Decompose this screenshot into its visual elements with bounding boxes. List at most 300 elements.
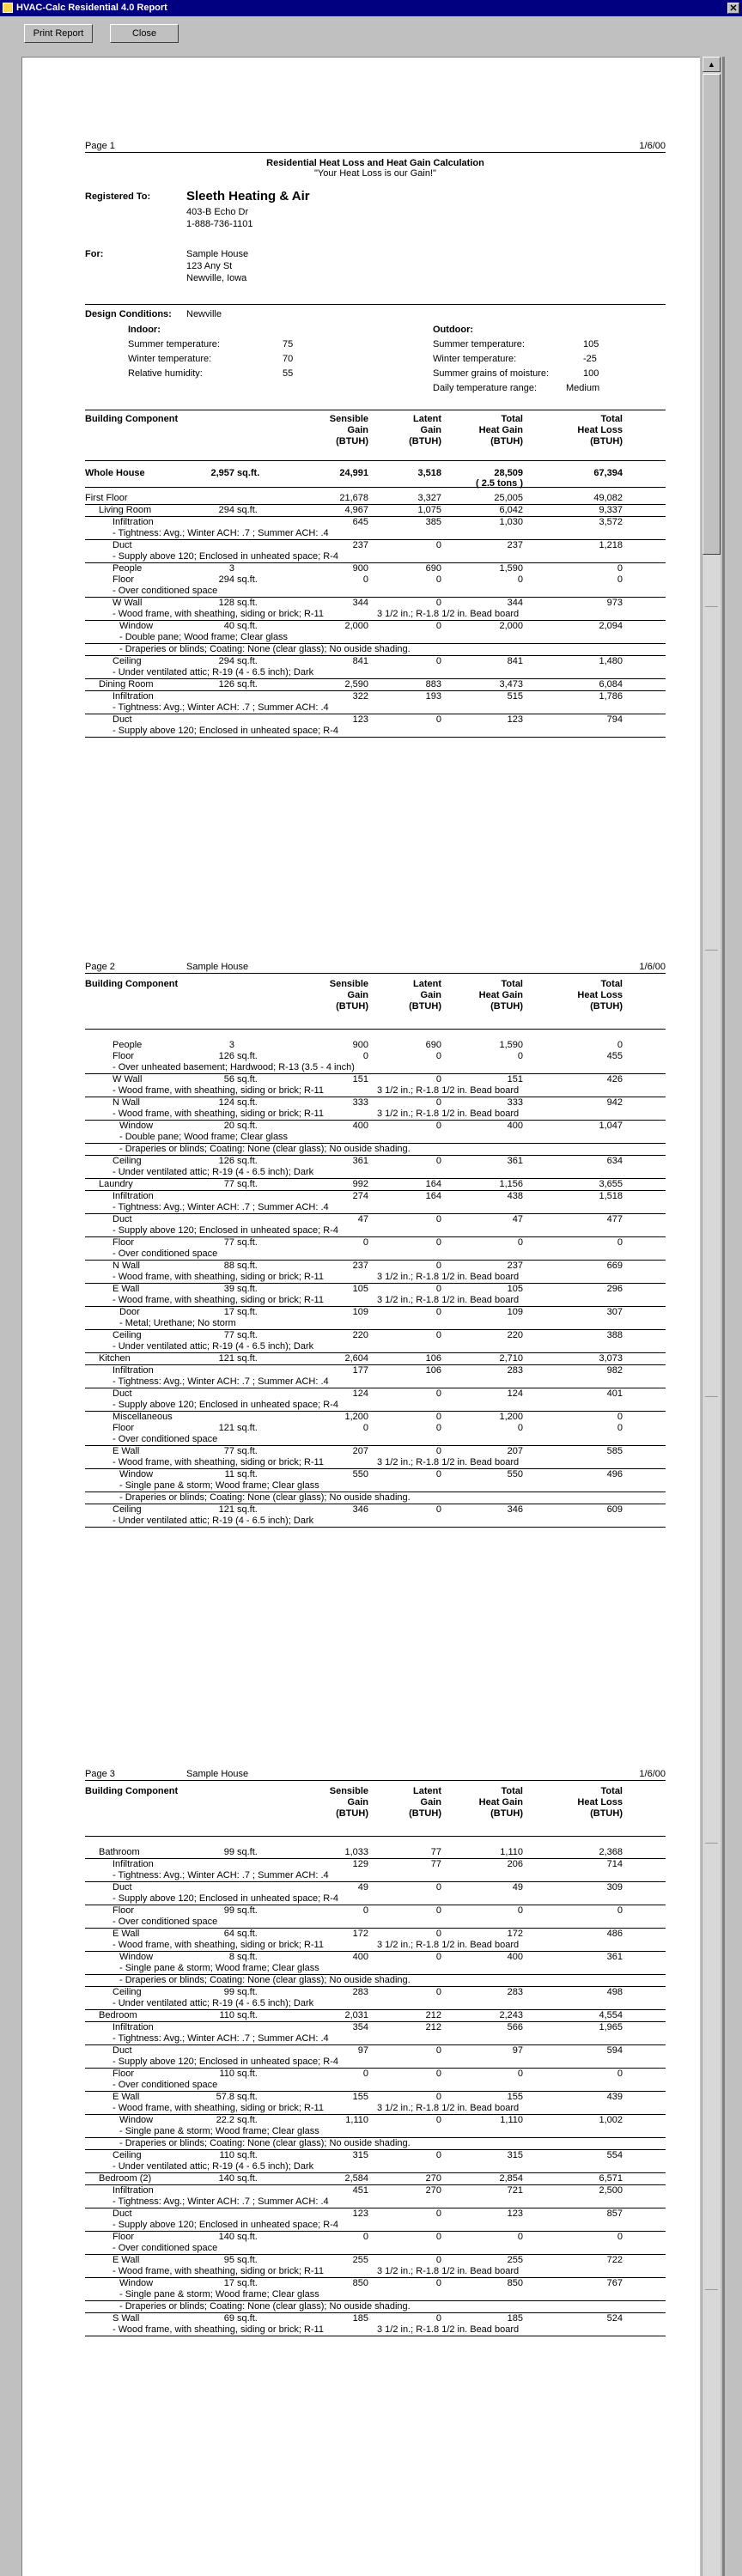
component-row bbox=[85, 1214, 666, 1225]
component-quantity: 64 bbox=[223, 1929, 234, 1939]
component-quantity: 124 bbox=[218, 1097, 234, 1108]
component-row bbox=[85, 1929, 666, 1940]
sensible-gain-value: 354 bbox=[352, 2022, 368, 2032]
component-row bbox=[85, 1121, 666, 1132]
close-button[interactable]: Close bbox=[110, 24, 179, 43]
indoor-label: Indoor: bbox=[128, 325, 161, 335]
scroll-track-mark bbox=[705, 2289, 718, 2290]
room-row bbox=[85, 2173, 666, 2185]
component-name: Bedroom (2) bbox=[99, 2173, 152, 2184]
total-heat-loss-value: 857 bbox=[606, 2208, 623, 2219]
total-heat-gain-value: 344 bbox=[507, 598, 523, 608]
component-row bbox=[85, 1412, 666, 1423]
total-heat-loss-value: 6,084 bbox=[599, 679, 623, 690]
component-description bbox=[85, 1492, 666, 1504]
component-row bbox=[85, 2255, 666, 2266]
component-description bbox=[85, 1202, 666, 1214]
registered-section bbox=[85, 189, 666, 249]
component-row bbox=[85, 1365, 666, 1376]
total-heat-loss-value: 0 bbox=[617, 1905, 623, 1916]
latent-gain-value: 164 bbox=[425, 1179, 441, 1189]
company-phone: 1-888-736-1101 bbox=[186, 219, 253, 229]
component-row bbox=[85, 621, 666, 632]
description-text: - Single pane & storm; Wood frame; Clear glass bbox=[119, 2126, 319, 2136]
sensible-gain-value: 346 bbox=[352, 1504, 368, 1515]
sensible-gain-value: 841 bbox=[352, 656, 368, 666]
component-description bbox=[85, 1480, 666, 1492]
component-name: Duct bbox=[113, 1214, 132, 1224]
sensible-gain-value: 123 bbox=[352, 2208, 368, 2219]
sensible-gain-value: 4,967 bbox=[344, 505, 368, 515]
indoor-value-summer: 75 bbox=[283, 339, 294, 349]
component-unit: sq.ft. bbox=[237, 1353, 258, 1364]
description-text: - Wood frame, with sheathing, siding or brick; R-11 bbox=[113, 2266, 324, 2276]
component-row bbox=[85, 2232, 666, 2243]
total-heat-gain-value: 1,110 bbox=[500, 1847, 523, 1857]
sensible-gain-value: 2,604 bbox=[344, 1353, 368, 1364]
latent-gain-value: 106 bbox=[425, 1353, 441, 1364]
description-text: - Supply above 120; Enclosed in unheated space; R-4 bbox=[113, 1400, 338, 1410]
room-row bbox=[85, 679, 666, 691]
total-heat-gain-value: 1,200 bbox=[499, 1412, 523, 1422]
latent-gain-value: 0 bbox=[435, 1882, 441, 1893]
room-row bbox=[85, 493, 666, 505]
company-address: 403-B Echo Dr bbox=[186, 207, 249, 217]
total-heat-loss-value: 2,368 bbox=[599, 1847, 623, 1857]
component-description bbox=[85, 2057, 666, 2069]
sensible-gain-value: 109 bbox=[352, 1307, 368, 1317]
component-row bbox=[85, 656, 666, 667]
whole-house-row bbox=[85, 466, 666, 488]
total-heat-loss-value: 1,480 bbox=[599, 656, 623, 666]
sensible-gain-value: 177 bbox=[352, 1365, 368, 1376]
component-unit: sq.ft. bbox=[237, 1469, 258, 1479]
description-text: - Under ventilated attic; R-19 (4 - 6.5 inch); Dark bbox=[113, 1167, 314, 1177]
description-text: - Double pane; Wood frame; Clear glass bbox=[119, 632, 289, 642]
total-heat-loss-value: 3,073 bbox=[599, 1353, 623, 1364]
outdoor-label: Outdoor: bbox=[433, 325, 474, 335]
total-heat-loss-value: 0 bbox=[617, 2069, 623, 2079]
component-description bbox=[85, 726, 666, 738]
component-name: Duct bbox=[113, 2045, 132, 2056]
report-page-1 bbox=[85, 140, 666, 738]
description-text: - Tightness: Avg.; Winter ACH: .7 ; Summer ACH: .4 bbox=[113, 1376, 329, 1387]
total-heat-loss-value: 486 bbox=[606, 1929, 623, 1939]
description-text: - Wood frame, with sheathing, siding or brick; R-11 bbox=[113, 1109, 324, 1119]
total-heat-loss-value: 1,518 bbox=[599, 1191, 623, 1201]
latent-gain-value: 0 bbox=[435, 2313, 441, 2324]
component-row bbox=[85, 1040, 666, 1051]
component-unit: sq.ft. bbox=[237, 2255, 258, 2265]
description-text: - Draperies or blinds; Coating: None (clear glass); No ouside shading. bbox=[119, 2138, 411, 2148]
component-name: Ceiling bbox=[113, 2150, 142, 2160]
component-row bbox=[85, 1237, 666, 1249]
component-table bbox=[85, 1040, 666, 1528]
sensible-gain-value: 361 bbox=[352, 1156, 368, 1166]
component-description bbox=[85, 2243, 666, 2255]
room-row bbox=[85, 505, 666, 517]
total-heat-gain-value: 124 bbox=[507, 1388, 523, 1399]
component-unit: sq.ft. bbox=[237, 2313, 258, 2324]
window-border bbox=[722, 57, 725, 2576]
latent-gain-value: 0 bbox=[435, 1446, 441, 1456]
sensible-gain-value: 400 bbox=[352, 1952, 368, 1962]
scroll-track-mark bbox=[705, 1843, 718, 1844]
description-text: - Over conditioned space bbox=[113, 1434, 218, 1444]
total-heat-loss-value: 973 bbox=[606, 598, 623, 608]
sensible-gain-value: 333 bbox=[352, 1097, 368, 1108]
component-name: Floor bbox=[113, 574, 135, 585]
latent-gain-value: 0 bbox=[435, 1097, 441, 1108]
total-heat-loss-value: 0 bbox=[617, 2232, 623, 2242]
component-description bbox=[85, 1272, 666, 1284]
total-heat-loss-value: 585 bbox=[606, 1446, 623, 1456]
component-name: Duct bbox=[113, 714, 132, 725]
whole-house-total-gain: 28,509 bbox=[494, 468, 523, 478]
sensible-gain-value: 1,110 bbox=[345, 2115, 368, 2125]
latent-gain-value: 0 bbox=[435, 1504, 441, 1515]
description-detail: 3 1/2 in.; R-1.8 1/2 in. Bead board bbox=[377, 1940, 520, 1950]
total-heat-loss-value: 0 bbox=[617, 1040, 623, 1050]
total-heat-gain-value: 0 bbox=[517, 2069, 523, 2079]
latent-gain-value: 164 bbox=[425, 1191, 441, 1201]
indoor-value-humidity: 55 bbox=[283, 368, 294, 379]
component-unit: sq.ft. bbox=[237, 1952, 258, 1962]
component-description bbox=[85, 1341, 666, 1353]
latent-gain-value: 0 bbox=[435, 2278, 441, 2288]
component-description bbox=[85, 2033, 666, 2045]
description-text: - Draperies or blinds; Coating: None (clear glass); No ouside shading. bbox=[119, 644, 411, 654]
component-description bbox=[85, 2196, 666, 2208]
component-row bbox=[85, 691, 666, 702]
description-text: - Single pane & storm; Wood frame; Clear glass bbox=[119, 1963, 319, 1973]
latent-gain-value: 0 bbox=[435, 1423, 441, 1433]
component-description bbox=[85, 1376, 666, 1388]
total-heat-gain-value: 2,243 bbox=[499, 2010, 523, 2020]
component-quantity: 88 bbox=[223, 1261, 234, 1271]
component-unit: sq.ft. bbox=[237, 1074, 258, 1084]
description-text: - Under ventilated attic; R-19 (4 - 6.5 inch); Dark bbox=[113, 1516, 314, 1526]
total-heat-gain-value: 220 bbox=[507, 1330, 523, 1340]
component-name: W Wall bbox=[113, 598, 143, 608]
total-heat-loss-value: 669 bbox=[606, 1261, 623, 1271]
whole-house-area: 2,957 bbox=[210, 468, 234, 478]
component-table bbox=[85, 493, 666, 738]
component-description bbox=[85, 2161, 666, 2173]
sensible-gain-value: 0 bbox=[362, 1423, 368, 1433]
total-heat-gain-value: 2,854 bbox=[499, 2173, 523, 2184]
latent-gain-value: 0 bbox=[435, 540, 441, 550]
scrollbar-thumb[interactable] bbox=[702, 74, 721, 555]
indoor-value-winter: 70 bbox=[283, 354, 294, 364]
component-name: First Floor bbox=[85, 493, 128, 503]
total-heat-gain-value: 283 bbox=[507, 1365, 523, 1376]
sensible-gain-value: 992 bbox=[352, 1179, 368, 1189]
description-text: - Tightness: Avg.; Winter ACH: .7 ; Summer ACH: .4 bbox=[113, 1870, 329, 1880]
total-heat-loss-value: 767 bbox=[606, 2278, 623, 2288]
total-heat-loss-value: 1,218 bbox=[599, 540, 623, 550]
description-text: - Single pane & storm; Wood frame; Clear glass bbox=[119, 1480, 319, 1491]
description-text: - Tightness: Avg.; Winter ACH: .7 ; Summer ACH: .4 bbox=[113, 702, 329, 713]
header-total-loss: Total Heat Loss (BTUH) bbox=[577, 414, 623, 447]
component-row bbox=[85, 1859, 666, 1870]
component-name: Bedroom bbox=[99, 2010, 137, 2020]
component-quantity: 17 bbox=[223, 1307, 234, 1317]
total-heat-gain-value: 255 bbox=[507, 2255, 523, 2265]
component-name: Window bbox=[119, 1121, 154, 1131]
total-heat-gain-value: 566 bbox=[507, 2022, 523, 2032]
total-heat-loss-value: 426 bbox=[606, 1074, 623, 1084]
sensible-gain-value: 172 bbox=[352, 1929, 368, 1939]
component-description bbox=[85, 2080, 666, 2092]
latent-gain-value: 0 bbox=[435, 1121, 441, 1131]
component-description bbox=[85, 1917, 666, 1929]
component-row bbox=[85, 1987, 666, 1998]
component-name: N Wall bbox=[113, 1097, 140, 1108]
component-row bbox=[85, 714, 666, 726]
component-name: Window bbox=[119, 1469, 154, 1479]
component-quantity: 3 bbox=[228, 563, 234, 574]
component-row bbox=[85, 1284, 666, 1295]
component-quantity: 39 bbox=[223, 1284, 234, 1294]
component-row bbox=[85, 2208, 666, 2220]
component-row bbox=[85, 1261, 666, 1272]
component-quantity: 99 bbox=[223, 1847, 234, 1857]
latent-gain-value: 0 bbox=[435, 1307, 441, 1317]
description-text: - Wood frame, with sheathing, siding or brick; R-11 bbox=[113, 2324, 324, 2335]
description-detail: 3 1/2 in.; R-1.8 1/2 in. Bead board bbox=[377, 2324, 520, 2335]
total-heat-gain-value: 3,473 bbox=[499, 679, 523, 690]
total-heat-loss-value: 0 bbox=[617, 563, 623, 574]
component-name: Window bbox=[119, 1952, 154, 1962]
component-name: E Wall bbox=[113, 1284, 140, 1294]
component-name: Infiltration bbox=[113, 691, 154, 702]
latent-gain-value: 212 bbox=[425, 2022, 441, 2032]
component-quantity: 69 bbox=[223, 2313, 234, 2324]
latent-gain-value: 0 bbox=[435, 656, 441, 666]
print-report-button[interactable]: Print Report bbox=[24, 24, 93, 43]
window-title: HVAC-Calc Residential 4.0 Report bbox=[16, 3, 167, 13]
header-component: Building Component bbox=[85, 414, 179, 424]
component-description bbox=[85, 1516, 666, 1528]
whole-house-tons: ( 2.5 tons ) bbox=[475, 478, 523, 489]
component-unit: sq.ft. bbox=[237, 1307, 258, 1317]
component-row bbox=[85, 517, 666, 528]
latent-gain-value: 0 bbox=[435, 598, 441, 608]
latent-gain-value: 0 bbox=[435, 1074, 441, 1084]
total-heat-loss-value: 1,965 bbox=[599, 2022, 623, 2032]
description-detail: 3 1/2 in.; R-1.8 1/2 in. Bead board bbox=[377, 609, 520, 619]
header-component: Building Component bbox=[85, 979, 179, 989]
latent-gain-value: 0 bbox=[435, 1284, 441, 1294]
component-description bbox=[85, 2266, 666, 2278]
total-heat-gain-value: 105 bbox=[507, 1284, 523, 1294]
description-detail: 3 1/2 in.; R-1.8 1/2 in. Bead board bbox=[377, 2266, 520, 2276]
toolbar bbox=[0, 16, 742, 51]
component-name: Floor bbox=[113, 2232, 135, 2242]
total-heat-gain-value: 361 bbox=[507, 1156, 523, 1166]
sensible-gain-value: 185 bbox=[352, 2313, 368, 2324]
design-label: Design Conditions: bbox=[85, 309, 172, 319]
header-sensible: Sensible Gain (BTUH) bbox=[329, 414, 368, 447]
header-total-loss: Total Heat Loss (BTUH) bbox=[577, 1786, 623, 1819]
latent-gain-value: 270 bbox=[425, 2173, 441, 2184]
component-unit: sq.ft. bbox=[237, 679, 258, 690]
design-city: Newville bbox=[186, 309, 222, 319]
component-unit: sq.ft. bbox=[237, 1446, 258, 1456]
description-detail: 3 1/2 in.; R-1.8 1/2 in. Bead board bbox=[377, 1457, 520, 1467]
description-text: - Supply above 120; Enclosed in unheated space; R-4 bbox=[113, 551, 338, 562]
description-text: - Under ventilated attic; R-19 (4 - 6.5 inch); Dark bbox=[113, 1341, 314, 1352]
latent-gain-value: 0 bbox=[435, 1469, 441, 1479]
component-name: Living Room bbox=[99, 505, 152, 515]
component-description bbox=[85, 2126, 666, 2138]
total-heat-loss-value: 3,572 bbox=[599, 517, 623, 527]
report-title: Residential Heat Loss and Heat Gain Calculation bbox=[266, 158, 484, 168]
component-description bbox=[85, 528, 666, 540]
total-heat-gain-value: 0 bbox=[517, 1051, 523, 1061]
total-heat-loss-value: 982 bbox=[606, 1365, 623, 1376]
component-quantity: 77 bbox=[223, 1446, 234, 1456]
component-quantity: 110 bbox=[219, 2069, 234, 2079]
component-description bbox=[85, 1457, 666, 1469]
latent-gain-value: 3,327 bbox=[417, 493, 441, 503]
client-city: Newville, Iowa bbox=[186, 273, 247, 283]
component-name: W Wall bbox=[113, 1074, 143, 1084]
total-heat-gain-value: 0 bbox=[517, 1905, 523, 1916]
description-text: - Wood frame, with sheathing, siding or brick; R-11 bbox=[113, 609, 324, 619]
component-name: Laundry bbox=[99, 1179, 133, 1189]
latent-gain-value: 0 bbox=[435, 2092, 441, 2102]
total-heat-gain-value: 841 bbox=[507, 656, 523, 666]
component-description bbox=[85, 2220, 666, 2232]
report-page-3 bbox=[85, 1768, 666, 2336]
total-heat-gain-value: 123 bbox=[507, 714, 523, 725]
component-description bbox=[85, 1870, 666, 1882]
description-text: - Draperies or blinds; Coating: None (clear glass); No ouside shading. bbox=[119, 1492, 411, 1503]
component-quantity: 8 bbox=[228, 1952, 234, 1962]
component-quantity: 99 bbox=[223, 1987, 234, 1997]
component-name: N Wall bbox=[113, 1261, 140, 1271]
component-row bbox=[85, 1423, 666, 1434]
component-quantity: 121 bbox=[218, 1353, 234, 1364]
component-quantity: 56 bbox=[223, 1074, 234, 1084]
component-description bbox=[85, 1434, 666, 1446]
page-header bbox=[85, 140, 666, 153]
header-total-gain: Total Heat Gain (BTUH) bbox=[478, 979, 523, 1012]
component-row bbox=[85, 2278, 666, 2289]
total-heat-loss-value: 1,002 bbox=[599, 2115, 623, 2125]
total-heat-loss-value: 594 bbox=[606, 2045, 623, 2056]
component-quantity: 95 bbox=[223, 2255, 234, 2265]
scroll-track-mark bbox=[705, 606, 718, 607]
component-name: Window bbox=[119, 2115, 154, 2125]
component-unit: sq.ft. bbox=[237, 1423, 258, 1433]
latent-gain-value: 193 bbox=[425, 691, 441, 702]
latent-gain-value: 690 bbox=[425, 1040, 441, 1050]
latent-gain-value: 0 bbox=[435, 1412, 441, 1422]
sensible-gain-value: 124 bbox=[352, 1388, 368, 1399]
component-row bbox=[85, 1097, 666, 1109]
sensible-gain-value: 220 bbox=[352, 1330, 368, 1340]
description-text: - Over conditioned space bbox=[113, 1917, 218, 1927]
component-description bbox=[85, 2138, 666, 2150]
report-view bbox=[21, 57, 700, 2576]
component-row bbox=[85, 540, 666, 551]
outdoor-label-winter: Winter temperature: bbox=[433, 354, 517, 364]
latent-gain-value: 0 bbox=[435, 1237, 441, 1248]
total-heat-loss-value: 0 bbox=[617, 1412, 623, 1422]
component-description bbox=[85, 1167, 666, 1179]
component-unit: sq.ft. bbox=[237, 1330, 258, 1340]
total-heat-gain-value: 1,590 bbox=[499, 1040, 523, 1050]
component-description bbox=[85, 632, 666, 644]
sensible-gain-value: 900 bbox=[352, 563, 368, 574]
latent-gain-value: 0 bbox=[435, 574, 441, 585]
header-sensible: Sensible Gain (BTUH) bbox=[329, 979, 368, 1012]
sensible-gain-value: 207 bbox=[352, 1446, 368, 1456]
description-text: - Over conditioned space bbox=[113, 586, 218, 596]
component-unit: sq.ft. bbox=[237, 2173, 258, 2184]
vertical-scrollbar[interactable] bbox=[702, 57, 721, 2576]
total-heat-gain-value: 1,156 bbox=[499, 1179, 523, 1189]
component-name: People bbox=[113, 1040, 143, 1050]
component-description bbox=[85, 1225, 666, 1237]
description-text: - Tightness: Avg.; Winter ACH: .7 ; Summer ACH: .4 bbox=[113, 2033, 329, 2044]
component-name: Infiltration bbox=[113, 517, 154, 527]
component-description bbox=[85, 702, 666, 714]
for-label: For: bbox=[85, 249, 104, 259]
indoor-label-summer: Summer temperature: bbox=[128, 339, 220, 349]
description-detail: 3 1/2 in.; R-1.8 1/2 in. Bead board bbox=[377, 2103, 520, 2113]
component-name: Floor bbox=[113, 1051, 135, 1061]
component-unit: sq.ft. bbox=[237, 1237, 258, 1248]
window-close-button[interactable]: ✕ bbox=[727, 3, 739, 14]
description-text: - Supply above 120; Enclosed in unheated space; R-4 bbox=[113, 2220, 338, 2230]
total-heat-loss-value: 496 bbox=[606, 1469, 623, 1479]
outdoor-value-range: Medium bbox=[566, 383, 600, 393]
component-unit: sq.ft. bbox=[237, 1156, 258, 1166]
description-text: - Wood frame, with sheathing, siding or brick; R-11 bbox=[113, 2103, 324, 2113]
total-heat-gain-value: 25,005 bbox=[494, 493, 523, 503]
total-heat-loss-value: 361 bbox=[606, 1952, 623, 1962]
sensible-gain-value: 155 bbox=[352, 2092, 368, 2102]
design-conditions bbox=[85, 305, 666, 410]
latent-gain-value: 106 bbox=[425, 1365, 441, 1376]
total-heat-gain-value: 0 bbox=[517, 574, 523, 585]
sensible-gain-value: 49 bbox=[357, 1882, 368, 1893]
sensible-gain-value: 550 bbox=[352, 1469, 368, 1479]
component-unit: sq.ft. bbox=[237, 1504, 258, 1515]
component-quantity: 22.2 bbox=[216, 2115, 234, 2125]
sensible-gain-value: 283 bbox=[352, 1987, 368, 1997]
sensible-gain-value: 0 bbox=[362, 1905, 368, 1916]
component-unit: sq.ft. bbox=[237, 1284, 258, 1294]
description-text: - Supply above 120; Enclosed in unheated space; R-4 bbox=[113, 1893, 338, 1904]
component-description bbox=[85, 1109, 666, 1121]
total-heat-gain-value: 2,710 bbox=[499, 1353, 523, 1364]
component-row bbox=[85, 2185, 666, 2196]
component-name: Floor bbox=[113, 1237, 135, 1248]
component-description bbox=[85, 1295, 666, 1307]
latent-gain-value: 270 bbox=[425, 2185, 441, 2196]
total-heat-loss-value: 0 bbox=[617, 1423, 623, 1433]
report-subtitle: "Your Heat Loss is our Gain!" bbox=[314, 168, 436, 179]
component-quantity: 126 bbox=[218, 1156, 234, 1166]
scroll-up-arrow-icon[interactable]: ▲ bbox=[702, 57, 721, 72]
sensible-gain-value: 0 bbox=[362, 2232, 368, 2242]
component-row bbox=[85, 563, 666, 574]
